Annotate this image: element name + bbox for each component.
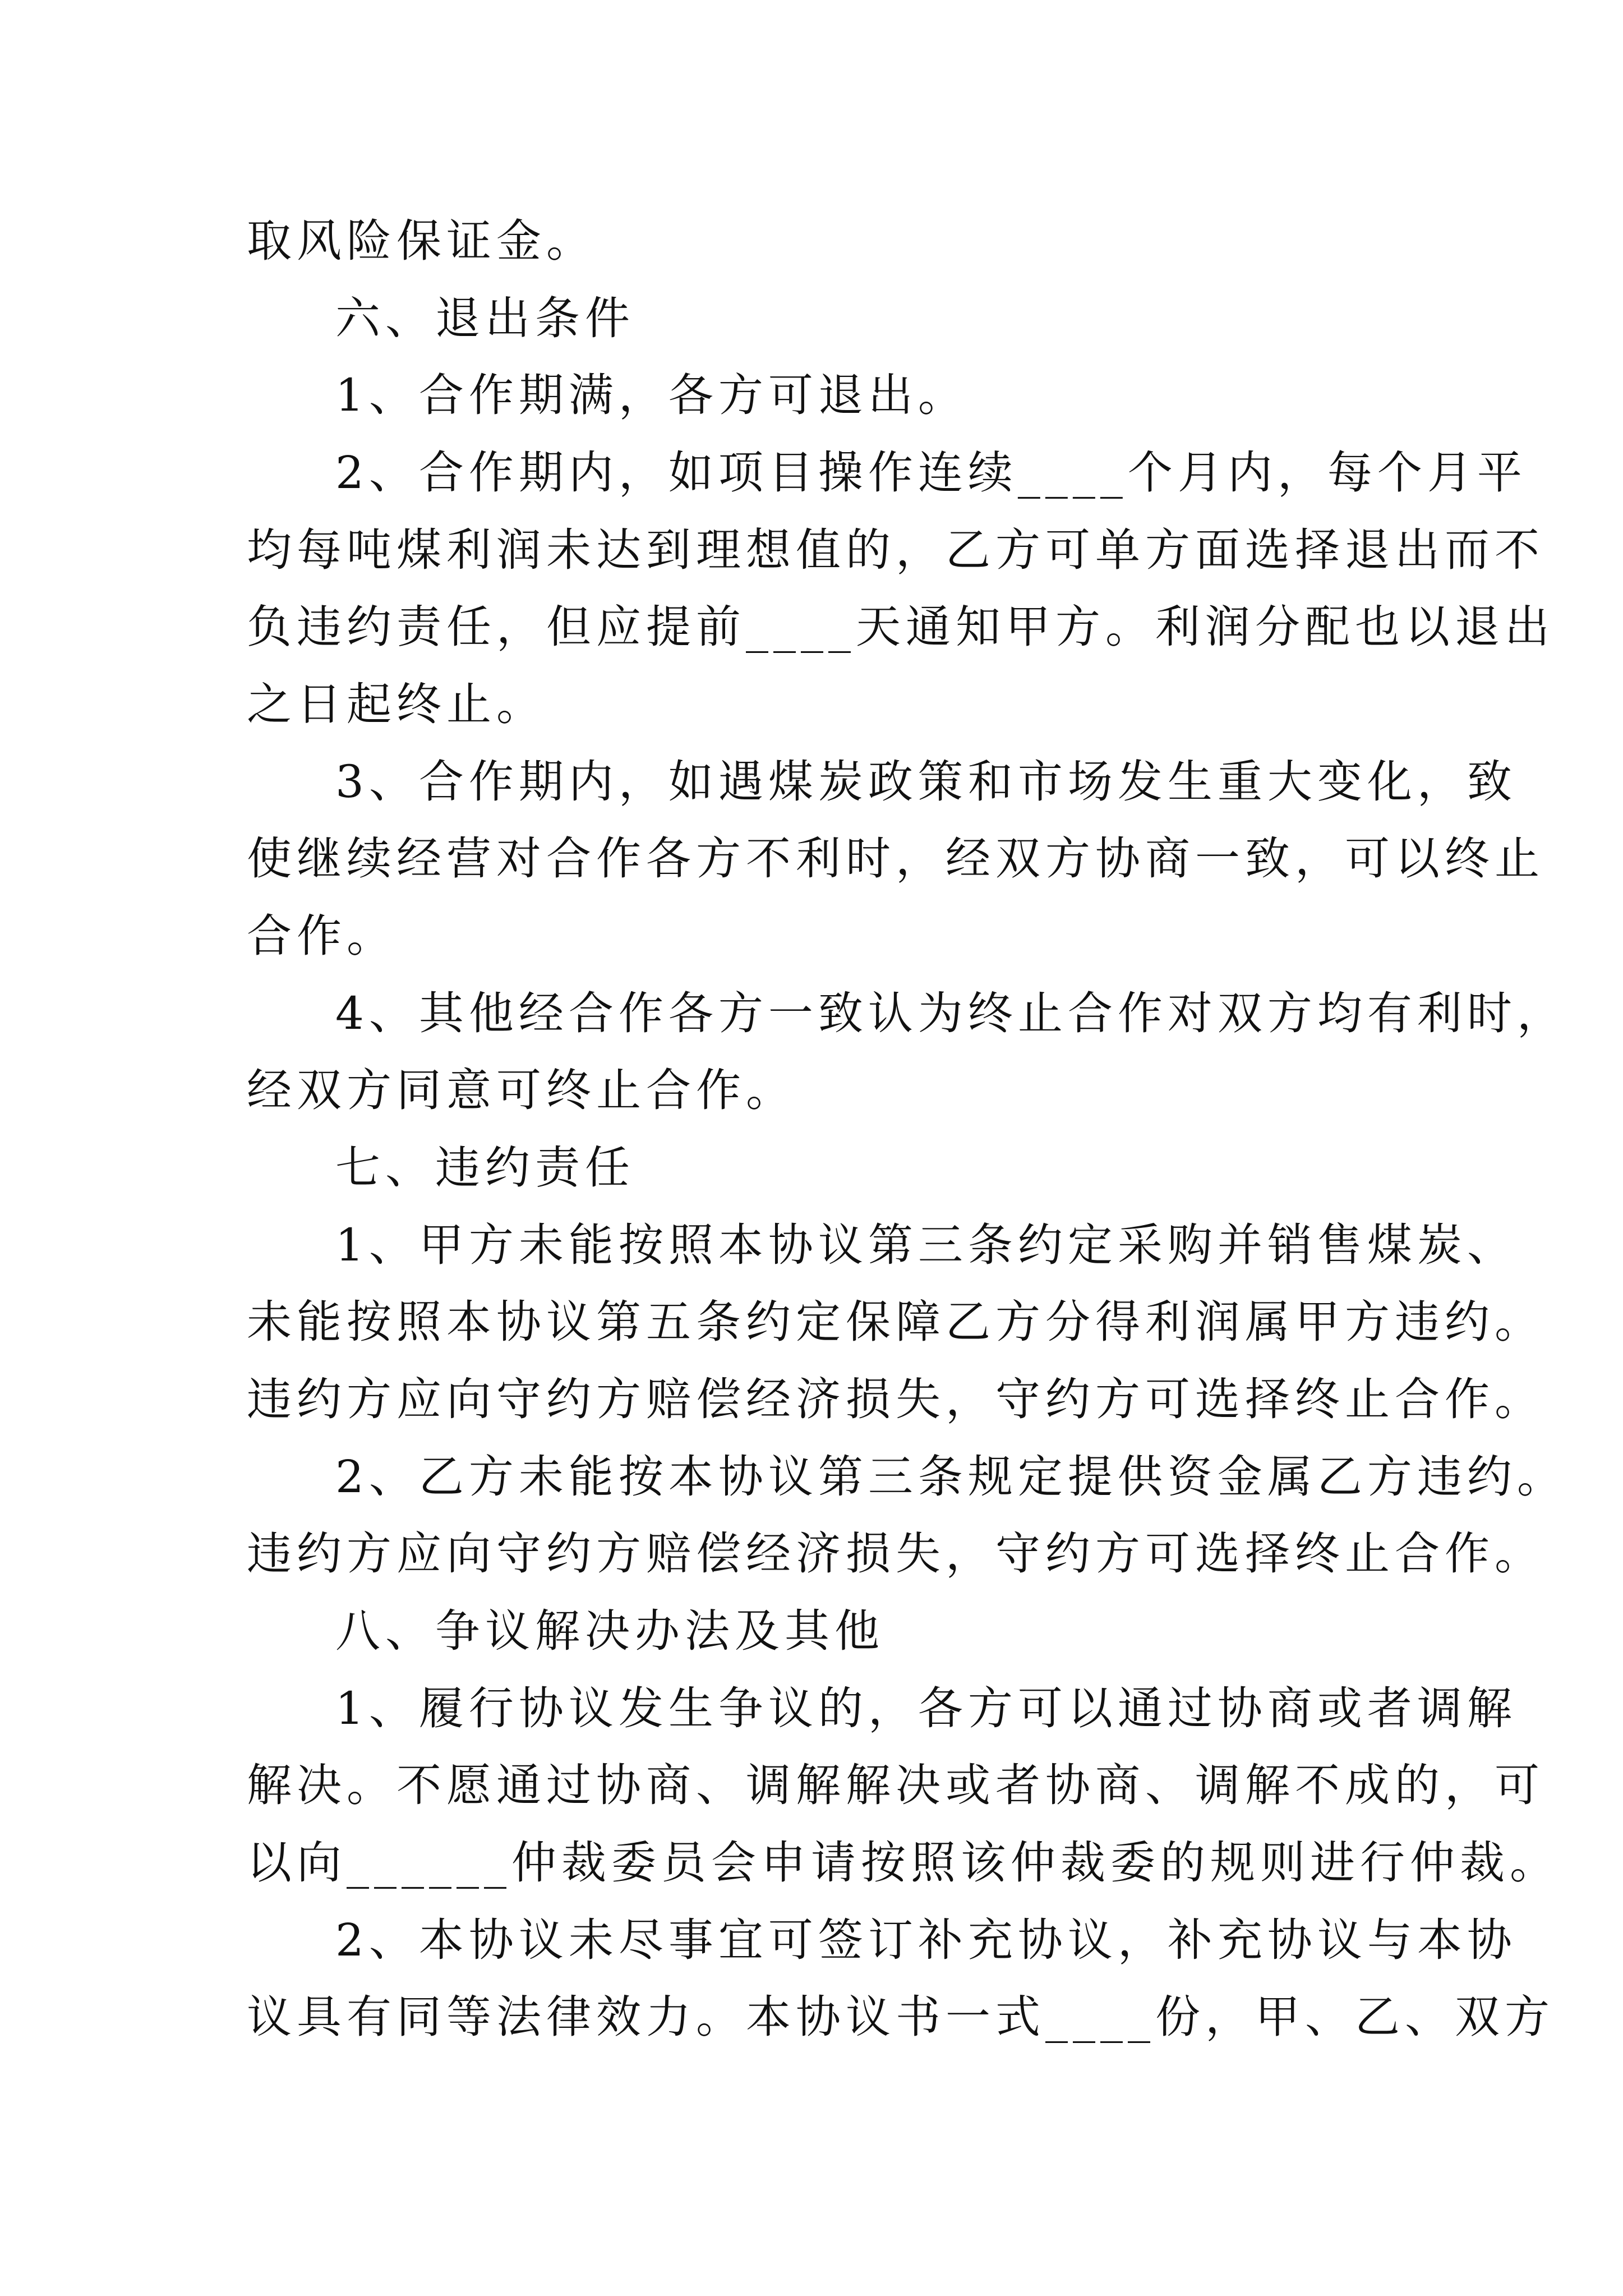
text-line: 1、合作期满，各方可退出。 xyxy=(335,369,968,421)
text-line: 未能按照本协议第五条约定保障乙方分得利润属甲方违约。 xyxy=(247,1296,1544,1348)
text-line: 4、其他经合作各方一致认为终止合作对双方均有利时， xyxy=(335,987,1567,1039)
text-line: 合作。 xyxy=(247,910,396,962)
text-line: 违约方应向守约方赔偿经济损失，守约方可选择终止合作。 xyxy=(247,1373,1544,1425)
section-heading: 八、争议解决办法及其他 xyxy=(335,1605,884,1657)
text-line: 均每吨煤利润未达到理想值的，乙方可单方面选择退出而不 xyxy=(247,524,1544,576)
text-line: 负违约责任，但应提前____天通知甲方。利润分配也以退出 xyxy=(247,601,1555,653)
text-line: 2、合作期内，如项目操作连续____个月内，每个月平 xyxy=(335,447,1527,499)
text-line: 1、履行协议发生争议的，各方可以通过协商或者调解 xyxy=(335,1682,1517,1734)
text-line: 解决。不愿通过协商、调解解决或者协商、调解不成的，可 xyxy=(247,1759,1544,1811)
section-heading: 六、退出条件 xyxy=(335,292,635,344)
text-line: 议具有同等法律效力。本协议书一式____份，甲、乙、双方 xyxy=(247,1991,1555,2043)
text-line: 使继续经营对合作各方不利时，经双方协商一致，可以终止 xyxy=(247,832,1544,885)
text-line: 3、合作期内，如遇煤炭政策和市场发生重大变化，致 xyxy=(335,756,1517,808)
text-line: 经双方同意可终止合作。 xyxy=(247,1064,796,1116)
text-line: 取风险保证金。 xyxy=(247,215,596,267)
text-line: 1、甲方未能按照本协议第三条约定采购并销售煤炭、 xyxy=(335,1219,1517,1271)
section-heading: 七、违约责任 xyxy=(335,1142,635,1194)
text-line: 以向______仲裁委员会申请按照该仲裁委的规则进行仲裁。 xyxy=(247,1837,1560,1889)
text-line: 违约方应向守约方赔偿经济损失，守约方可选择终止合作。 xyxy=(247,1527,1544,1580)
text-line: 2、本协议未尽事宜可签订补充协议，补充协议与本协 xyxy=(335,1914,1517,1966)
text-line: 之日起终止。 xyxy=(247,678,546,730)
text-line: 2、乙方未能按本协议第三条规定提供资金属乙方违约。 xyxy=(335,1451,1567,1503)
